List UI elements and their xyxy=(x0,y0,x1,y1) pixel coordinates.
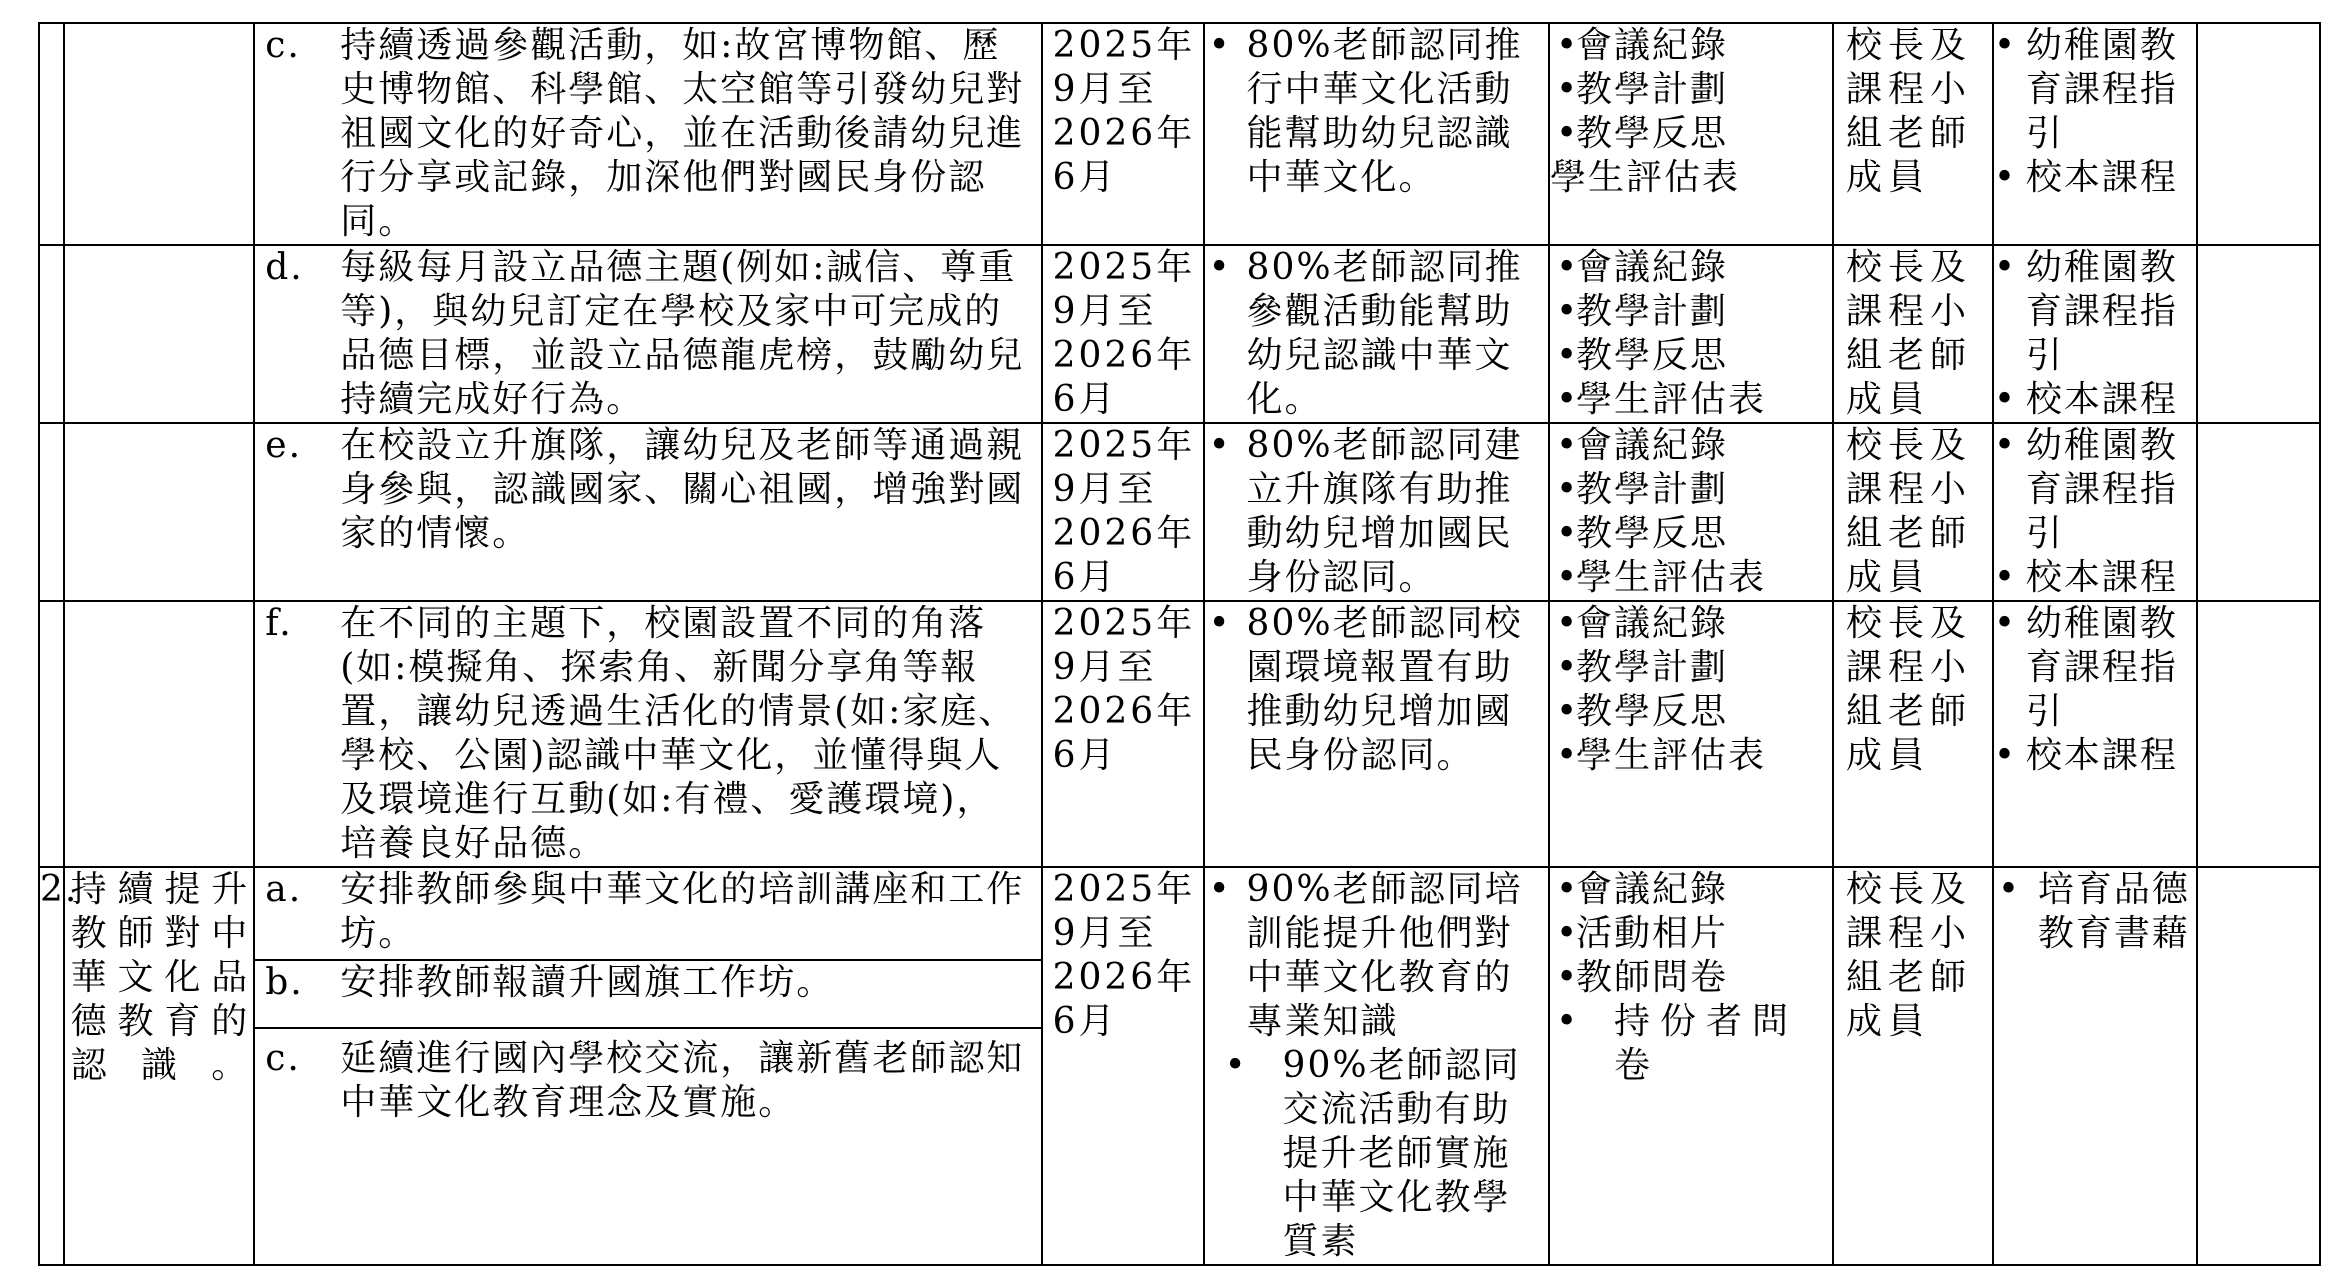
resources-cell xyxy=(1993,23,2197,245)
strategy-code xyxy=(254,867,334,960)
evidence-item: 教學計劃 xyxy=(1576,291,1729,332)
responsible-text: 校長及課程小組老師成員 xyxy=(1845,247,1972,420)
resource-item: 幼稚園教育課程指引 xyxy=(2025,25,2178,154)
strategy-code xyxy=(254,245,334,423)
strategy-text: 安排教師報讀升國旗工作坊。 xyxy=(340,961,835,1003)
strategy-cell xyxy=(334,601,1041,867)
target-goal-cell xyxy=(64,601,255,867)
strategy-text: 安排教師參與中華文化的培訓講座和工作坊。 xyxy=(340,869,1025,954)
list-item xyxy=(1550,24,1832,68)
evidence-item: 會議紀錄 xyxy=(1576,247,1729,288)
criteria-cell xyxy=(1204,867,1549,1265)
list-item xyxy=(1994,734,2192,778)
list-item xyxy=(1994,602,2192,734)
target-goal-text: 持續提升教師對中華文化品德教育的認識。 xyxy=(70,869,248,1086)
responsible-text: 校長及課程小組老師成員 xyxy=(1845,25,1972,198)
strategy-code xyxy=(254,423,334,601)
target-number-cell xyxy=(39,867,79,1265)
strategy-cell xyxy=(334,960,1041,1028)
evidence-item: 學生評估表 xyxy=(1550,157,1741,198)
bullet-icon: • xyxy=(1993,157,2018,198)
target-number-cell xyxy=(39,245,64,423)
list-item xyxy=(1994,156,2192,200)
evidence-cell xyxy=(1549,245,1833,423)
evidence-item: 教學計劃 xyxy=(1576,69,1729,110)
strategy-code-text: c. xyxy=(265,1037,301,1079)
list-item xyxy=(1550,334,1832,378)
evidence-item: 教學反思 xyxy=(1576,691,1729,732)
bullet-icon: • xyxy=(1556,647,1580,688)
list-item xyxy=(1550,734,1832,778)
bullet-icon: • xyxy=(1997,869,2022,910)
evidence-item: 活動相片 xyxy=(1576,913,1729,954)
bullet-icon: • xyxy=(1208,603,1232,644)
criteria-cell xyxy=(1204,423,1549,601)
strategy-code-text: f. xyxy=(265,603,293,644)
strategy-cell xyxy=(334,23,1041,245)
list-item xyxy=(1550,646,1832,690)
list-item xyxy=(1550,956,1832,1000)
evidence-item: 會議紀錄 xyxy=(1576,603,1729,644)
strategy-code xyxy=(254,960,334,1028)
criteria-cell xyxy=(1204,23,1549,245)
bullet-icon: • xyxy=(1993,379,2018,420)
bullet-icon: • xyxy=(1993,557,2018,598)
bullet-icon: • xyxy=(1208,869,1232,910)
bullet-icon: • xyxy=(1993,735,2018,776)
list-item xyxy=(1994,868,2192,956)
target-goal-cell xyxy=(64,867,255,1265)
evidence-item: 教學計劃 xyxy=(1576,647,1729,688)
time-cell xyxy=(1042,245,1204,423)
evidence-item: 會議紀錄 xyxy=(1576,869,1729,910)
strategy-text: 持續透過參觀活動，如:故宮博物館、歷史博物館、科學館、太空館等引發幼兒對祖國文化的好奇心，並在活動後請幼兒進行分享或記錄，加深他們對國民身份認同。 xyxy=(340,25,1025,242)
evidence-cell xyxy=(1549,601,1833,867)
evidence-cell xyxy=(1549,23,1833,245)
target-number-cell xyxy=(39,423,64,601)
list-item xyxy=(1550,246,1832,290)
strategy-text: 每級每月設立品德主題(例如:誠信、尊重等)，與幼兒訂定在學校及家中可完成的品德目標，並設立品德龍虎榜，鼓勵幼兒持續完成好行為。 xyxy=(340,247,1025,420)
time-cell xyxy=(1042,23,1204,245)
table-row xyxy=(39,245,2320,423)
bullet-icon: • xyxy=(1556,557,1580,598)
criteria-text: 80%老師認同推行中華文化活動能幫助幼兒認識中華文化。 xyxy=(1246,25,1523,198)
bullet-icon: • xyxy=(1556,513,1580,554)
bullet-icon: • xyxy=(1556,379,1580,420)
strategy-code xyxy=(254,23,334,245)
strategy-code-text: a. xyxy=(265,869,303,910)
list-item xyxy=(1550,868,1832,912)
responsible-cell xyxy=(1833,601,1993,867)
evidence-item: 學生評估表 xyxy=(1576,735,1767,776)
time-cell xyxy=(1042,867,1204,1265)
bullet-icon: • xyxy=(1208,425,1232,466)
bullet-icon: • xyxy=(1556,335,1580,376)
criteria-cell xyxy=(1204,601,1549,867)
list-item xyxy=(1550,912,1832,956)
time-text: 2025年9月至2026年6月 xyxy=(1052,603,1196,776)
evidence-item: 會議紀錄 xyxy=(1576,425,1729,466)
bullet-icon: • xyxy=(1556,69,1580,110)
resource-item: 幼稚園教育課程指引 xyxy=(2025,603,2178,732)
bullet-icon: • xyxy=(1556,25,1580,66)
evidence-item: 教師問卷 xyxy=(1576,957,1729,998)
development-plan-table xyxy=(38,22,2321,1266)
list-item xyxy=(1550,556,1832,600)
evidence-item: 教學反思 xyxy=(1576,335,1729,376)
strategy-text: 延續進行國內學校交流，讓新舊老師認知中華文化教育理念及實施。 xyxy=(340,1037,1025,1123)
criteria-text: 80%老師認同建立升旗隊有助推動幼兒增加國民身份認同。 xyxy=(1246,425,1523,598)
criteria-text: 80%老師認同推參觀活動能幫助幼兒認識中華文化。 xyxy=(1246,247,1523,420)
list-item xyxy=(1550,1000,1832,1088)
time-text: 2025年9月至2026年6月 xyxy=(1052,25,1196,198)
remarks-cell xyxy=(2197,423,2320,601)
bullet-icon: • xyxy=(1556,425,1580,466)
resource-item: 校本課程 xyxy=(2025,557,2178,598)
table-row xyxy=(39,867,2320,960)
target-goal-cell xyxy=(64,23,255,245)
strategy-text: 在不同的主題下，校園設置不同的角落(如:模擬角、探索角、新聞分享角等報置，讓幼兒透過生活化的情景(如:家庭、學校、公園)認識中華文化，並懂得與人及環境進行互動(如:有禮、愛護環境)，培養良好品德。 xyxy=(340,603,1017,864)
criteria-text: 90%老師認同交流活動有助提升老師實施中華文化教學質素 xyxy=(1282,1045,1521,1262)
resources-cell xyxy=(1993,867,2197,1265)
bullet-icon: • xyxy=(1556,913,1580,954)
list-item xyxy=(1994,246,2192,378)
evidence-item: 教學反思 xyxy=(1576,513,1729,554)
responsible-cell xyxy=(1833,23,1993,245)
bullet-icon: • xyxy=(1993,247,2018,288)
target-number-cell xyxy=(39,23,64,245)
target-number: 2. xyxy=(40,869,79,910)
resource-item: 校本課程 xyxy=(2025,157,2178,198)
list-item xyxy=(1550,378,1832,422)
evidence-item: 教學計劃 xyxy=(1576,469,1729,510)
bullet-icon: • xyxy=(1993,425,2018,466)
strategy-code-text: e. xyxy=(265,425,303,466)
bullet-icon: • xyxy=(1556,735,1580,776)
target-goal-cell xyxy=(64,423,255,601)
resources-cell xyxy=(1993,601,2197,867)
target-goal-cell xyxy=(64,245,255,423)
list-item xyxy=(1550,290,1832,334)
bullet-icon: • xyxy=(1993,603,2018,644)
bullet-icon: • xyxy=(1208,247,1232,288)
list-item xyxy=(1550,68,1832,112)
evidence-item: 學生評估表 xyxy=(1576,379,1767,420)
evidence-item: 持份者問卷 xyxy=(1614,1001,1799,1086)
bullet-icon: • xyxy=(1556,869,1580,910)
time-cell xyxy=(1042,423,1204,601)
strategy-cell xyxy=(334,245,1041,423)
strategy-cell xyxy=(334,423,1041,601)
strategy-cell xyxy=(334,867,1041,960)
list-item xyxy=(1994,424,2192,556)
table-row xyxy=(39,23,2320,245)
evidence-cell xyxy=(1549,867,1833,1265)
list-item xyxy=(1550,112,1832,156)
resources-cell xyxy=(1993,245,2197,423)
bullet-icon: • xyxy=(1556,691,1580,732)
strategy-code-text: d. xyxy=(265,247,304,288)
criteria-text: 80%老師認同校園環境報置有助推動幼兒增加國民身份認同。 xyxy=(1246,603,1523,776)
list-item xyxy=(1550,690,1832,734)
bullet-icon: • xyxy=(1556,247,1580,288)
remarks-cell xyxy=(2197,23,2320,245)
time-text: 2025年9月至2026年6月 xyxy=(1052,425,1196,598)
bullet-icon: • xyxy=(1556,291,1580,332)
list-item xyxy=(1994,24,2192,156)
list-item xyxy=(1550,512,1832,556)
resource-item: 培育品德教育書藉 xyxy=(2037,869,2190,954)
bullet-icon: • xyxy=(1556,1001,1588,1042)
target-number-cell xyxy=(39,601,64,867)
evidence-item: 會議紀錄 xyxy=(1576,25,1729,66)
strategy-code xyxy=(254,601,334,867)
criteria-text: 90%老師認同培訓能提升他們對中華文化教育的專業知識 xyxy=(1246,869,1523,1042)
time-cell xyxy=(1042,601,1204,867)
responsible-text: 校長及課程小組老師成員 xyxy=(1845,869,1972,1042)
time-text: 2025年9月至2026年6月 xyxy=(1052,247,1196,420)
bullet-icon: • xyxy=(1224,1045,1248,1086)
strategy-cell xyxy=(334,1028,1041,1265)
responsible-text: 校長及課程小組老師成員 xyxy=(1845,425,1972,598)
bullet-icon: • xyxy=(1556,603,1580,644)
bullet-icon: • xyxy=(1993,25,2018,66)
evidence-item: 學生評估表 xyxy=(1576,557,1767,598)
responsible-text: 校長及課程小組老師成員 xyxy=(1845,603,1972,776)
evidence-cell xyxy=(1549,423,1833,601)
responsible-cell xyxy=(1833,245,1993,423)
remarks-cell xyxy=(2197,867,2320,1265)
bullet-icon: • xyxy=(1556,957,1580,998)
remarks-cell xyxy=(2197,601,2320,867)
remarks-cell xyxy=(2197,245,2320,423)
list-item xyxy=(1550,424,1832,468)
evidence-item: 教學反思 xyxy=(1576,113,1729,154)
strategy-code-text: c. xyxy=(265,25,301,66)
time-text: 2025年9月至2026年6月 xyxy=(1052,869,1196,1042)
resource-item: 校本課程 xyxy=(2025,379,2178,420)
resource-item: 校本課程 xyxy=(2025,735,2178,776)
strategy-code-text: b. xyxy=(265,961,304,1003)
responsible-cell xyxy=(1833,423,1993,601)
list-item xyxy=(1550,602,1832,646)
criteria-cell xyxy=(1204,245,1549,423)
responsible-cell xyxy=(1833,867,1993,1265)
resource-item: 幼稚園教育課程指引 xyxy=(2025,425,2178,554)
list-item xyxy=(1994,378,2192,422)
strategy-code xyxy=(254,1028,334,1265)
table-row xyxy=(39,601,2320,867)
resources-cell xyxy=(1993,423,2197,601)
strategy-text: 在校設立升旗隊，讓幼兒及老師等通過親身參與，認識國家、關心祖國，增強對國家的情懷。 xyxy=(340,425,1025,554)
bullet-icon: • xyxy=(1556,113,1580,154)
list-item xyxy=(1550,156,1832,200)
resource-item: 幼稚園教育課程指引 xyxy=(2025,247,2178,376)
bullet-icon: • xyxy=(1208,25,1232,66)
bullet-icon: • xyxy=(1556,469,1580,510)
table-row xyxy=(39,423,2320,601)
list-item xyxy=(1994,556,2192,600)
list-item xyxy=(1550,468,1832,512)
